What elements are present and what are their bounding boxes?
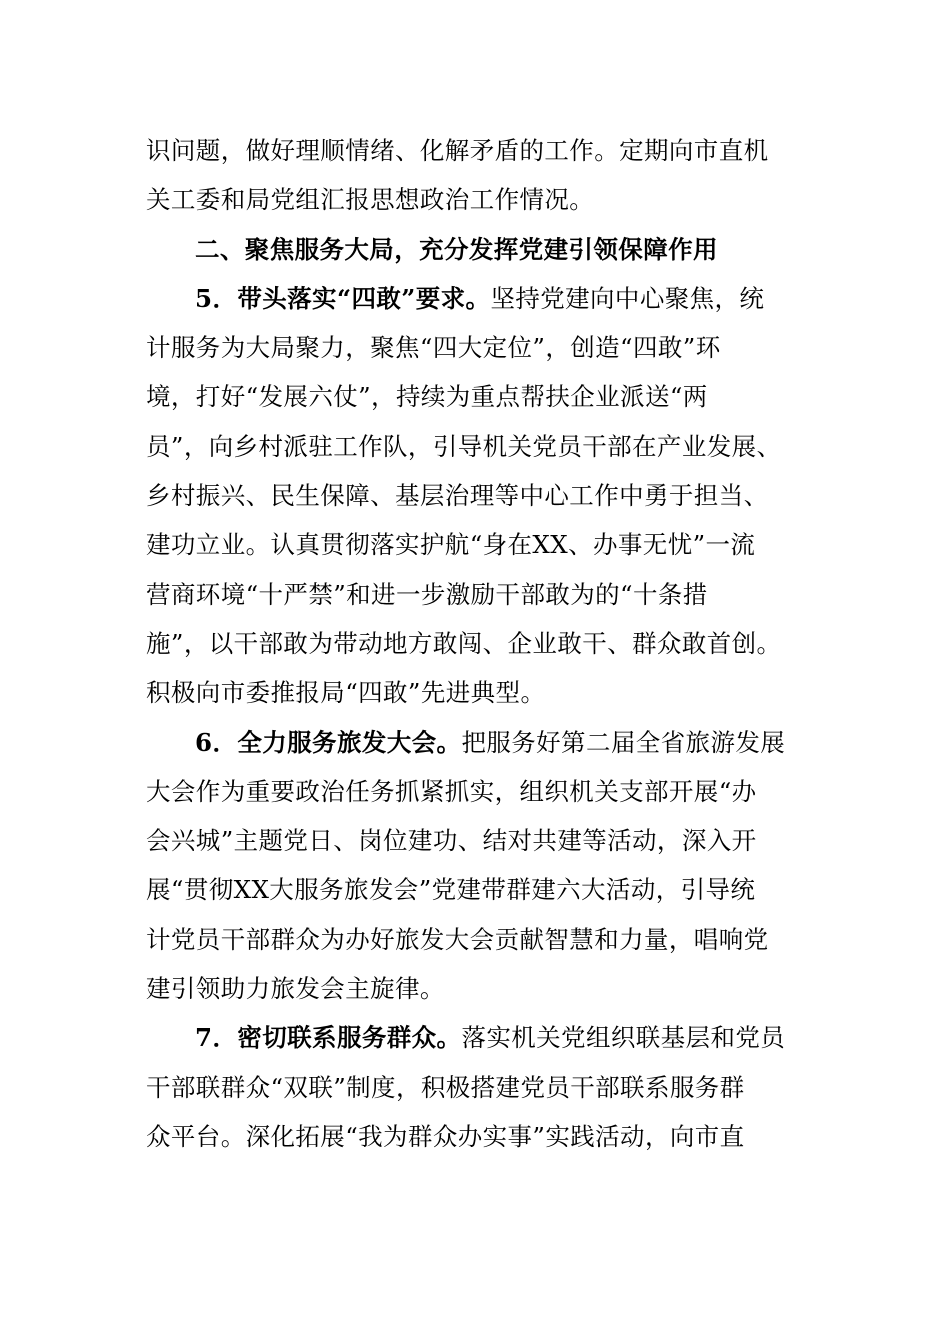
line-text: 员”，向乡村派驻工作队，引导机关党员干部在产业发展、 xyxy=(146,431,782,461)
body-line xyxy=(146,865,806,914)
body-line xyxy=(146,126,806,175)
line-text: 展“贯彻XX大服务旅发会”党建带群建六大活动，引导统 xyxy=(146,875,756,905)
line-text: 众平台。深化拓展“我为群众办实事”实践活动，向市直 xyxy=(146,1121,745,1151)
body-line xyxy=(146,471,806,520)
line-text: 营商环境“十严禁”和进一步激励干部敢为的“十条措 xyxy=(146,579,708,609)
line-text: 坚持党建向中心聚焦，统 xyxy=(490,283,765,313)
line-text: 乡村振兴、民生保障、基层治理等中心工作中勇于担当、 xyxy=(146,481,769,511)
line-text: 施”，以干部敢为带动地方敢闯、企业敢干、群众敢首创。 xyxy=(146,628,782,658)
paragraph-start-5 xyxy=(146,274,806,323)
body-line xyxy=(146,816,806,865)
line-text: 境，打好“发展六仗”，持续为重点帮扶企业派送“两 xyxy=(146,382,708,412)
body-line xyxy=(146,570,806,619)
line-text: 计服务为大局聚力，聚焦“四大定位”，创造“四敢”环 xyxy=(146,333,721,363)
line-text: 大会作为重要政治任务抓紧抓实，组织机关支部开展“办 xyxy=(146,776,757,806)
item-lead-6: 6．全力服务旅发大会。 xyxy=(195,727,462,757)
line-text: 会兴城”主题党日、岗位建功、结对共建等活动，深入开 xyxy=(146,826,757,856)
body-line xyxy=(146,422,806,471)
body-line xyxy=(146,767,806,816)
document-page xyxy=(146,126,806,1161)
heading-text: 二、聚焦服务大局，充分发挥党建引领保障作用 xyxy=(195,234,718,264)
paragraph-start-7 xyxy=(146,1013,806,1062)
body-line xyxy=(146,520,806,569)
line-text: 落实机关党组织联基层和党员 xyxy=(461,1023,786,1053)
line-text: 建功立业。认真贯彻落实护航“身在XX、办事无忧”一流 xyxy=(146,530,756,560)
line-text: 积极向市委推报局“四敢”先进典型。 xyxy=(146,678,546,708)
body-line xyxy=(146,668,806,717)
body-line xyxy=(146,175,806,224)
line-text: 计党员干部群众为办好旅发大会贡献智慧和力量，唱响党 xyxy=(146,924,769,954)
body-line xyxy=(146,323,806,372)
line-text: 把服务好第二届全省旅游发展 xyxy=(461,727,786,757)
body-line xyxy=(146,915,806,964)
body-line xyxy=(146,619,806,668)
body-line xyxy=(146,1112,806,1161)
body-line xyxy=(146,372,806,421)
body-line xyxy=(146,1063,806,1112)
paragraph-start-6 xyxy=(146,718,806,767)
line-text: 建引领助力旅发会主旋律。 xyxy=(146,974,445,1004)
item-lead-5: 5．带头落实“四敢”要求。 xyxy=(195,283,491,313)
line-text: 干部联群众“双联”制度，积极搭建党员干部联系服务群 xyxy=(146,1072,745,1102)
item-lead-7: 7．密切联系服务群众。 xyxy=(195,1023,462,1053)
line-text: 识问题，做好理顺情绪、化解矛盾的工作。定期向市直机 xyxy=(146,136,769,165)
line-text: 关工委和局党组汇报思想政治工作情况。 xyxy=(146,185,595,215)
section-heading xyxy=(146,225,806,274)
body-line xyxy=(146,964,806,1013)
